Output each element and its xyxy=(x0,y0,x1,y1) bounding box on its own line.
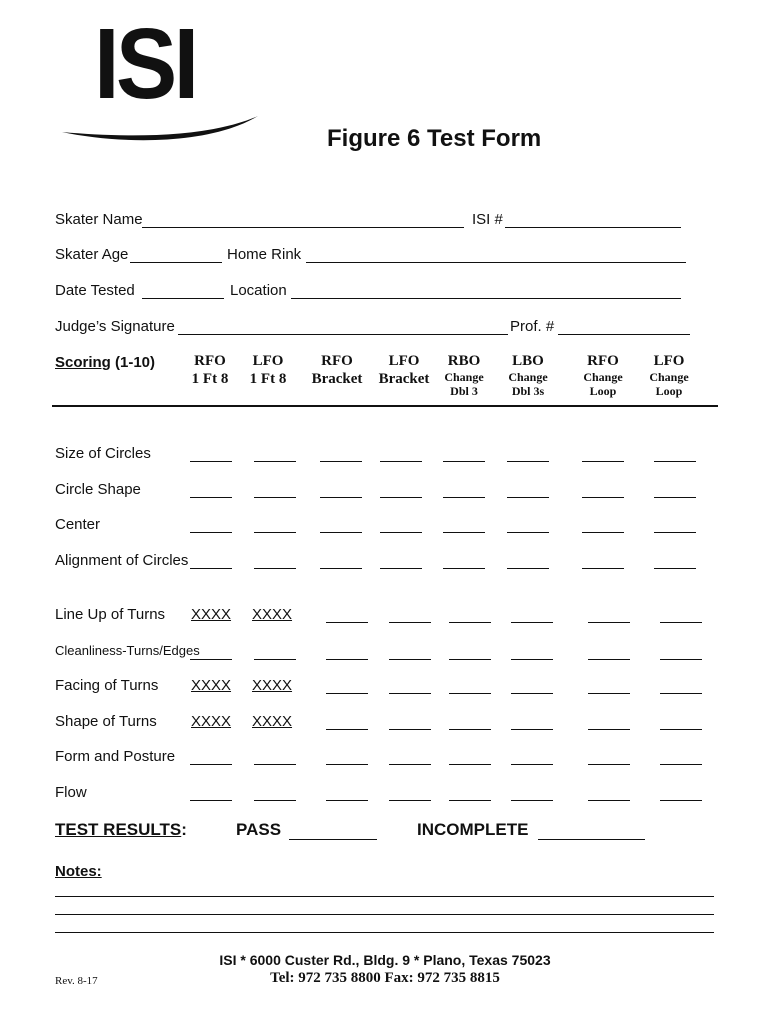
score-field[interactable] xyxy=(389,800,431,801)
score-field[interactable] xyxy=(190,497,232,498)
score-field[interactable] xyxy=(326,764,368,765)
score-field[interactable] xyxy=(190,461,232,462)
score-field[interactable] xyxy=(511,764,553,765)
judges-signature-label: Judge’s Signature xyxy=(55,318,175,335)
column-header-line1: RFO xyxy=(194,353,226,369)
score-field[interactable] xyxy=(254,764,296,765)
score-field[interactable] xyxy=(588,693,630,694)
notes-line[interactable] xyxy=(55,896,714,897)
not-applicable-mark: XXXX xyxy=(191,677,232,694)
score-field[interactable] xyxy=(380,497,422,498)
column-header-line1: RBO xyxy=(447,353,481,369)
notes-label: Notes: xyxy=(55,863,102,880)
score-field[interactable] xyxy=(588,622,630,623)
scoring-heading xyxy=(55,354,155,371)
score-field[interactable] xyxy=(507,497,549,498)
score-field[interactable] xyxy=(449,659,491,660)
score-field[interactable] xyxy=(582,568,624,569)
criterion-label: Cleanliness-Turns/Edges xyxy=(55,643,200,658)
score-field[interactable] xyxy=(320,497,362,498)
column-header-line3: Loop xyxy=(655,384,683,399)
logo-swoosh-icon xyxy=(58,20,268,145)
column-header xyxy=(493,352,563,399)
score-field[interactable] xyxy=(389,693,431,694)
score-field[interactable] xyxy=(190,800,232,801)
score-field[interactable] xyxy=(449,800,491,801)
score-field[interactable] xyxy=(660,764,702,765)
skater-name-field[interactable] xyxy=(142,227,464,228)
score-field[interactable] xyxy=(660,659,702,660)
score-field[interactable] xyxy=(588,729,630,730)
column-header-line2: Bracket xyxy=(378,371,430,387)
score-field[interactable] xyxy=(254,497,296,498)
score-field[interactable] xyxy=(254,532,296,533)
score-field[interactable] xyxy=(443,532,485,533)
page-title: Figure 6 Test Form xyxy=(327,125,542,152)
criterion-label: Center xyxy=(55,516,101,533)
score-field[interactable] xyxy=(190,532,232,533)
score-field[interactable] xyxy=(654,568,696,569)
criterion-label: Size of Circles xyxy=(55,445,151,462)
score-field[interactable] xyxy=(582,497,624,498)
not-applicable-mark: XXXX xyxy=(252,606,293,623)
test-results-heading xyxy=(55,820,187,840)
incomplete-label: INCOMPLETE xyxy=(417,820,529,839)
score-field[interactable] xyxy=(380,461,422,462)
column-header-line2: Change xyxy=(583,370,623,384)
score-field[interactable] xyxy=(326,729,368,730)
score-field[interactable] xyxy=(326,693,368,694)
column-header-line2: Bracket xyxy=(311,371,363,387)
scoring-range: (1-10) xyxy=(110,354,156,371)
score-field[interactable] xyxy=(511,800,553,801)
score-field[interactable] xyxy=(380,568,422,569)
score-field[interactable] xyxy=(660,622,702,623)
score-field[interactable] xyxy=(654,532,696,533)
home-rink-field[interactable] xyxy=(306,262,686,263)
not-applicable-mark: XXXX xyxy=(191,606,232,623)
pass-field[interactable] xyxy=(289,839,377,840)
score-field[interactable] xyxy=(254,568,296,569)
score-field[interactable] xyxy=(507,568,549,569)
score-field[interactable] xyxy=(320,461,362,462)
judges-signature-field[interactable] xyxy=(178,334,508,335)
skater-name-label: Skater Name xyxy=(55,211,143,228)
column-header-line1: LFO xyxy=(252,353,284,369)
column-header-line3: Dbl 3 xyxy=(450,384,478,399)
score-field[interactable] xyxy=(254,659,296,660)
not-applicable-mark: XXXX xyxy=(191,713,232,730)
column-header-line2: 1 Ft 8 xyxy=(249,371,287,387)
score-field[interactable] xyxy=(588,764,630,765)
score-field[interactable] xyxy=(443,461,485,462)
column-header-line1: RFO xyxy=(587,353,619,369)
score-field[interactable] xyxy=(443,497,485,498)
column-header xyxy=(634,352,704,399)
date-tested-field[interactable] xyxy=(142,298,224,299)
criterion-label: Circle Shape xyxy=(55,481,141,498)
score-field[interactable] xyxy=(588,800,630,801)
score-field[interactable] xyxy=(320,532,362,533)
isi-number-field[interactable] xyxy=(505,227,681,228)
column-header-line2: Change xyxy=(444,370,484,384)
prof-number-field[interactable] xyxy=(558,334,690,335)
skater-age-field[interactable] xyxy=(130,262,222,263)
not-applicable-mark: XXXX xyxy=(252,677,293,694)
score-field[interactable] xyxy=(389,622,431,623)
score-field[interactable] xyxy=(254,461,296,462)
prof-number-label: Prof. # xyxy=(510,318,555,335)
score-field[interactable] xyxy=(511,729,553,730)
test-results-colon: : xyxy=(181,820,187,839)
score-field[interactable] xyxy=(449,729,491,730)
column-header-line2: 1 Ft 8 xyxy=(191,371,229,387)
score-field[interactable] xyxy=(389,729,431,730)
footer-address: ISI * 6000 Custer Rd., Bldg. 9 * Plano, Texas 75023 xyxy=(219,952,551,968)
home-rink-label: Home Rink xyxy=(227,246,302,263)
score-field[interactable] xyxy=(449,622,491,623)
score-field[interactable] xyxy=(660,800,702,801)
score-field[interactable] xyxy=(511,693,553,694)
revision-label: Rev. 8-17 xyxy=(55,975,98,987)
score-field[interactable] xyxy=(660,693,702,694)
criterion-label: Line Up of Turns xyxy=(55,606,166,623)
score-field[interactable] xyxy=(443,568,485,569)
date-tested-label: Date Tested xyxy=(55,282,135,299)
column-header-line2: Change xyxy=(649,370,689,384)
notes-line[interactable] xyxy=(55,914,714,915)
criterion-label: Alignment of Circles xyxy=(55,552,189,569)
location-field[interactable] xyxy=(291,298,681,299)
score-field[interactable] xyxy=(326,800,368,801)
isi-logo xyxy=(58,8,268,145)
score-field[interactable] xyxy=(320,568,362,569)
footer-phone: Tel: 972 735 8800 Fax: 972 735 8815 xyxy=(270,970,500,986)
score-field[interactable] xyxy=(511,659,553,660)
test-results-label: TEST RESULTS xyxy=(55,820,182,839)
score-field[interactable] xyxy=(582,532,624,533)
score-field[interactable] xyxy=(380,532,422,533)
score-field[interactable] xyxy=(449,693,491,694)
score-field[interactable] xyxy=(507,532,549,533)
column-header-line1: LFO xyxy=(653,353,685,369)
incomplete-field[interactable] xyxy=(538,839,645,840)
score-field[interactable] xyxy=(254,800,296,801)
score-field[interactable] xyxy=(660,729,702,730)
score-field[interactable] xyxy=(326,622,368,623)
logo-text: ISI xyxy=(94,8,196,120)
score-field[interactable] xyxy=(190,659,232,660)
header-rule xyxy=(52,405,718,407)
scoring-label: Scoring xyxy=(55,354,111,371)
column-header-line1: LBO xyxy=(512,353,544,369)
criterion-label: Form and Posture xyxy=(55,748,176,765)
column-header xyxy=(568,352,638,399)
column-header-line2: Change xyxy=(508,370,548,384)
isi-number-label: ISI # xyxy=(472,211,503,228)
score-field[interactable] xyxy=(190,764,232,765)
notes-line[interactable] xyxy=(55,932,714,933)
location-label: Location xyxy=(230,282,287,299)
not-applicable-mark: XXXX xyxy=(252,713,293,730)
column-header xyxy=(302,352,372,388)
score-field[interactable] xyxy=(654,461,696,462)
column-header-line1: LFO xyxy=(388,353,420,369)
score-field[interactable] xyxy=(389,659,431,660)
score-field[interactable] xyxy=(507,461,549,462)
criterion-label: Facing of Turns xyxy=(55,677,159,694)
column-header-line1: RFO xyxy=(321,353,353,369)
column-header xyxy=(429,352,499,399)
column-header xyxy=(233,352,303,388)
score-field[interactable] xyxy=(588,659,630,660)
score-field[interactable] xyxy=(582,461,624,462)
skater-age-label: Skater Age xyxy=(55,246,129,263)
column-header-line3: Dbl 3s xyxy=(511,384,545,399)
criterion-label: Shape of Turns xyxy=(55,713,157,730)
score-field[interactable] xyxy=(654,497,696,498)
pass-label: PASS xyxy=(236,820,282,839)
column-header-line3: Loop xyxy=(589,384,617,399)
score-field[interactable] xyxy=(326,659,368,660)
score-field[interactable] xyxy=(449,764,491,765)
score-field[interactable] xyxy=(190,568,232,569)
score-field[interactable] xyxy=(511,622,553,623)
score-field[interactable] xyxy=(389,764,431,765)
criterion-label: Flow xyxy=(55,784,87,801)
